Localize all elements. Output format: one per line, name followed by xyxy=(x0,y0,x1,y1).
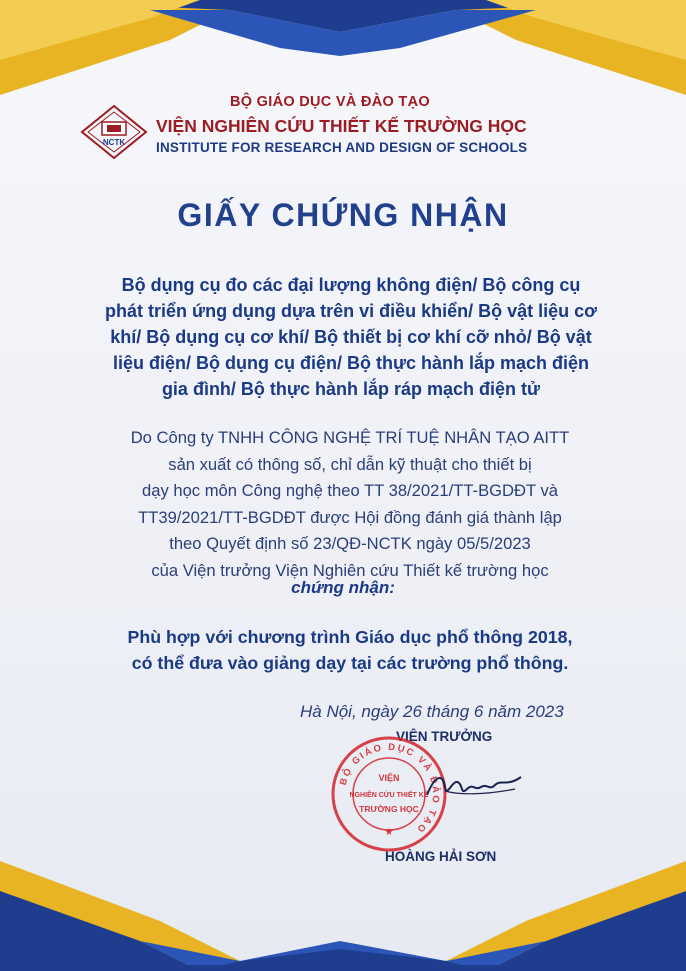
conclusion-line: có thể đưa vào giảng dạy tại các trường phổ thông. xyxy=(131,653,569,673)
certificate-title: GIẤY CHỨNG NHẬN xyxy=(177,197,509,233)
certificate-body xyxy=(70,425,630,584)
certify-label: chứng nhận: xyxy=(291,578,395,597)
issue-date: Hà Nội, ngày 26 tháng 6 năm 2023 xyxy=(300,702,564,721)
institution-header xyxy=(80,92,600,162)
body-line: TT39/2021/TT-BGDĐT được Hội đồng đánh giá thành lập xyxy=(138,507,562,527)
body-line: dạy học môn Công nghệ theo TT 38/2021/TT-BGDĐT và xyxy=(141,481,558,500)
seal-center-line: TRƯỜNG HỌC xyxy=(359,804,419,814)
conclusion-line: Phù hợp với chương trình Giáo dục phổ thông 2018, xyxy=(127,627,573,647)
nctk-logo xyxy=(80,104,148,160)
product-line: gia đình/ Bộ thực hành lắp ráp mạch điện tử xyxy=(161,379,541,399)
product-line: liệu điện/ Bộ dụng cụ điện/ Bộ thực hành lắp mạch điện xyxy=(112,353,590,373)
institute-name-english: INSTITUTE FOR RESEARCH AND DESIGN OF SCHOOLS xyxy=(156,140,528,155)
seal-ring-text: BỘ GIÁO DỤC VÀ ĐÀO TẠO xyxy=(337,741,442,836)
handwritten-signature xyxy=(425,765,525,805)
signer-role: VIỆN TRƯỞNG xyxy=(396,729,493,744)
institute-name-vietnamese: VIỆN NGHIÊN CỨU THIẾT KẾ TRƯỜNG HỌC xyxy=(156,116,527,136)
product-line: Bộ dụng cụ đo các đại lượng không điện/ Bộ công cụ xyxy=(121,275,581,295)
body-line: Do Công ty TNHH CÔNG NGHỆ TRÍ TUỆ NHÂN TẠO AITT xyxy=(130,428,570,447)
body-line: của Viện trưởng Viện Nghiên cứu Thiết kế trường học xyxy=(151,560,549,580)
seal-center-line: NGHIÊN CỨU THIẾT KẾ xyxy=(349,792,429,799)
certificate-conclusion xyxy=(60,624,640,676)
product-line: phát triển ứng dụng dựa trên vi điều khiển/ Bộ vật liệu cơ xyxy=(105,301,597,321)
seal-center-line: VIỆN xyxy=(378,773,400,783)
body-line: sản xuất có thông số, chỉ dẫn kỹ thuật cho thiết bị xyxy=(168,454,532,474)
bottom-decorative-band xyxy=(0,861,686,971)
logo-text: NCTK xyxy=(102,138,126,147)
ministry-name: BỘ GIÁO DỤC VÀ ĐÀO TẠO xyxy=(230,94,430,110)
signer-name: HOÀNG HẢI SƠN xyxy=(385,849,497,864)
top-decorative-band xyxy=(0,0,686,95)
product-list xyxy=(62,272,640,402)
product-line: khí/ Bộ dụng cụ cơ khí/ Bộ thiết bị cơ khí cỡ nhỏ/ Bộ vật xyxy=(110,327,592,347)
seal-star-icon: ★ xyxy=(384,827,394,838)
body-line: theo Quyết định số 23/QĐ-NCTK ngày 05/5/2023 xyxy=(169,534,531,553)
